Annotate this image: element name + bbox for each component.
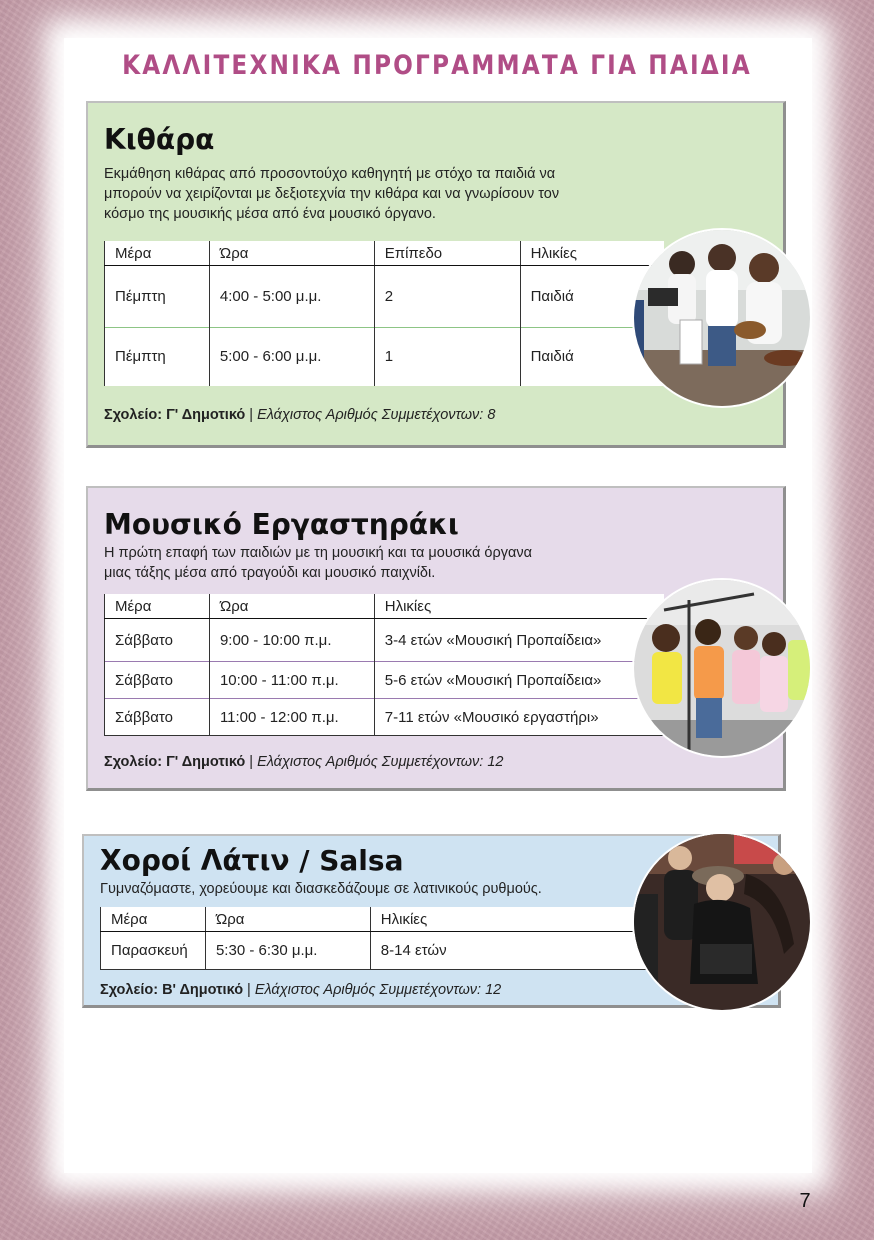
cell-ages: Παιδιά (520, 266, 664, 328)
table-row (105, 266, 665, 328)
latin-dance-schedule-table (100, 907, 660, 970)
page-number: 7 (799, 1190, 811, 1212)
music-workshop-description-line: Η πρώτη επαφή των παιδιών με τη μουσική και τα μουσικά όργανα (104, 545, 532, 561)
school-label: Σχολείο: Γ' Δημοτικό (104, 754, 246, 770)
column-header-time: Ώρα (209, 241, 374, 266)
table-row (105, 699, 665, 736)
cell-time: 5:30 - 6:30 μ.μ. (205, 932, 370, 970)
latin-dance-title: Χοροί Λάτιν / Salsa (100, 844, 404, 877)
music-workshop-title: Μουσικό Εργαστηράκι (104, 508, 459, 541)
school-label: Σχολείο: Γ' Δημοτικό (104, 407, 246, 423)
column-header-ages: Ηλικίες (374, 594, 664, 619)
cell-time: 10:00 - 11:00 π.μ. (209, 662, 374, 699)
table-row (105, 328, 665, 386)
cell-ages: 5-6 ετών «Μουσική Προπαίδεια» (374, 662, 664, 699)
school-label: Σχολείο: Β' Δημοτικό (100, 982, 244, 998)
table-row (105, 619, 665, 662)
guitar-title: Κιθάρα (104, 123, 215, 156)
cell-day: Σάββατο (105, 699, 210, 736)
cell-time: 4:00 - 5:00 μ.μ. (209, 266, 374, 328)
cell-ages: Παιδιά (520, 328, 664, 386)
cell-level: 1 (374, 328, 520, 386)
latin-dancers-photo (634, 834, 810, 1010)
guitar-description-line: Εκμάθηση κιθάρας από προσοντούχο καθηγητή με στόχο τα παιδιά να (104, 166, 556, 182)
cell-day: Σάββατο (105, 662, 210, 699)
cell-day: Παρασκευή (101, 932, 206, 970)
latin-dance-description-line: Γυμναζόμαστε, χορεύουμε και διασκεδάζουμε σε λατινικούς ρυθμούς. (100, 881, 542, 897)
music-workshop-description (104, 543, 664, 583)
column-header-time: Ώρα (205, 907, 370, 932)
table-header-row (101, 907, 661, 932)
column-header-time: Ώρα (209, 594, 374, 619)
separator: | (247, 982, 251, 998)
children-singing-photo (634, 580, 810, 756)
music-workshop-footer (104, 754, 503, 770)
latin-dance-footer (100, 982, 501, 998)
cell-time: 11:00 - 12:00 π.μ. (209, 699, 374, 736)
cell-day: Πέμπτη (105, 266, 210, 328)
min-participants: Ελάχιστος Αριθμός Συμμετέχοντων: 8 (257, 407, 496, 423)
column-header-day: Μέρα (101, 907, 206, 932)
min-participants: Ελάχιστος Αριθμός Συμμετέχοντων: 12 (257, 754, 504, 770)
separator: | (249, 754, 254, 770)
column-header-level: Επίπεδο (374, 241, 520, 266)
column-header-day: Μέρα (105, 594, 210, 619)
table-row (101, 932, 661, 970)
cell-ages: 3-4 ετών «Μουσική Προπαίδεια» (374, 619, 664, 662)
cell-day: Πέμπτη (105, 328, 210, 386)
cell-time: 9:00 - 10:00 π.μ. (209, 619, 374, 662)
column-header-ages: Ηλικίες (520, 241, 664, 266)
children-guitar-photo (634, 230, 810, 406)
column-header-day: Μέρα (105, 241, 210, 266)
table-header-row (105, 594, 665, 619)
music-workshop-schedule-table (104, 594, 664, 736)
table-header-row (105, 241, 665, 266)
latin-dance-description (100, 879, 660, 899)
page-title: ΚΑΛΛΙΤΕΧΝΙΚΑ ΠΡΟΓΡΑΜΜΑΤΑ ΓΙΑ ΠΑΙΔΙΑ (122, 50, 752, 81)
column-header-ages: Ηλικίες (370, 907, 660, 932)
guitar-description-line: κόσμο της μουσικής μέσα από ένα μουσικό όργανο. (104, 206, 436, 222)
guitar-schedule-table (104, 241, 664, 386)
separator: | (249, 407, 254, 423)
cell-time: 5:00 - 6:00 μ.μ. (209, 328, 374, 386)
cell-level: 2 (374, 266, 520, 328)
guitar-description (104, 164, 664, 224)
min-participants: Ελάχιστος Αριθμός Συμμετέχοντων: 12 (254, 982, 502, 998)
guitar-description-line: μπορούν να χειρίζονται με δεξιοτεχνία την κιθάρα και να γνωρίσουν τον (104, 186, 560, 202)
table-row (105, 662, 665, 699)
cell-ages: 8-14 ετών (370, 932, 660, 970)
music-workshop-description-line: μιας τάξης μέσα από τραγούδι και μουσικό παιχνίδι. (104, 565, 436, 581)
cell-day: Σάββατο (105, 619, 210, 662)
cell-ages: 7-11 ετών «Μουσικό εργαστήρι» (374, 699, 664, 736)
guitar-footer (104, 407, 495, 423)
